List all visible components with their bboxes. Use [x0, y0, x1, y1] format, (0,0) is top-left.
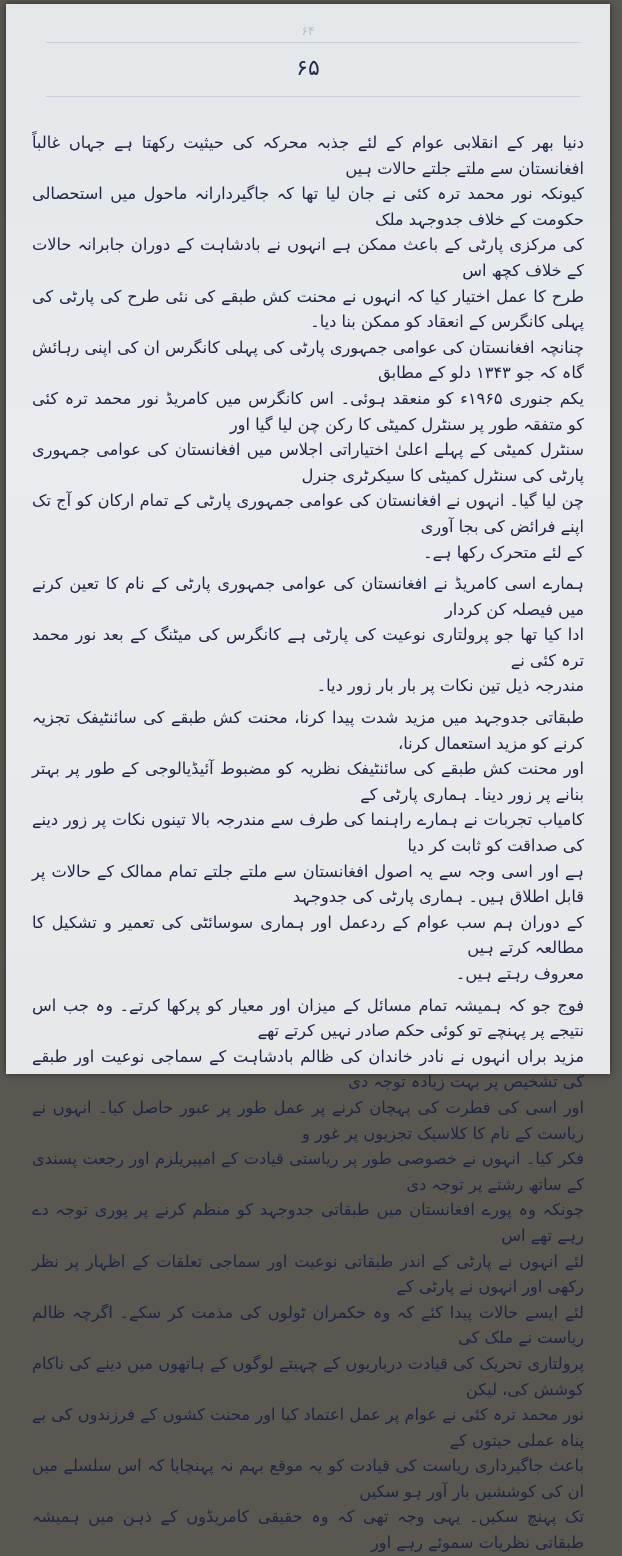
paragraph: ہمارے اسی کامریڈ نے افغانستان کی عوامی جمہوری پارٹی کے نام کا تعین کرنے میں فیصلہ کن کردار ادا کیا تھا جو پرولتاری نوعیت کی پارٹی ہے کانگرس کی میٹنگ کے بعد نور محمد ترہ کئی نے مندرجہ ذیل تین نکات پر بار بار زور دیا۔ — [32, 574, 584, 696]
bleed-line — [46, 96, 580, 97]
body-text — [32, 130, 584, 1553]
paragraph: فوج جو کہ ہمیشہ تمام مسائل کے میزان اور معیار کو پرکھا کرتے۔ وہ جب اس نتیجے پر پہنچے تو کوئی حکم صادر نہیں کرتے تھے مزید براں انہوں نے نادر خاندان کی ظالم بادشاہت کے سماجی نوعیت اور طبقے کی تشخیص پر بہت زیادہ توجہ دی اور اسی کی فطرت کی پہچان کرنے پر عمل طور پر عبور حاصل کیا۔ انہوں نے ریاست کے نام کا کلاسیک تجزیوں پر غور و فکر کیا۔ انہوں نے خصوصی طور پر ریاستی قیادت کے امپیریلزم اور رجعت پسندی کے ساتھ رشتے پر توجہ دی چونکہ وہ پورے افغانستان میں طبقاتی جدوجہد کو منظم کرنے پر پوری توجہ دے رہے تھے اس لئے انہوں نے پارٹی کے اندر طبقاتی نوعیت اور سماجی تعلقات کے اظہار پر نظر رکھی اور انہوں نے پارٹی کے لئے ایسے حالات پیدا کئے کہ وہ حکمران ٹولوں کی مذمت کر سکے۔ اگرچہ ظالم ریاست نے ملک کی پرولتاری تحریک کی قیادت درباریوں کے چہیتے لوگوں کے ہاتھوں میں دینے کی ناکام کوشش کی، لیکن نور محمد ترہ کئی نے عوام پر عمل اعتماد کیا اور محنت کشوں کے فرزندوں کی بے پناہ عملی جیتوں کے باعث جاگیرداری ریاست کی قیادت کو یہ موقع بہم نہ پہنچایا کہ اس سلسلے میں ان کی کوششیں بار آور ہو سکیں تک پہنچ سکیں۔ یہی وجہ تھی کہ وہ حقیقی کامریڈوں کے ذہن میں ہمیشہ طبقاتی نظریات سموئے رہے اور — [32, 995, 584, 1553]
top-bleed-through: ۶۴ — [301, 24, 315, 38]
paragraph: طبقاتی جدوجہد میں مزید شدت پیدا کرنا، محنت کش طبقے کی سائنٹیفک تجزیہ کرنے کو مزید استعمال کرنا، اور محنت کش طبقے کی سائنٹیفک نظریہ کو مضبوط آئیڈیالوجی کے طور پر بہتر بنانے پر زور دینا۔ ہماری پارٹی کے کامیاب تجربات نے ہمارے راہنما کی طرف سے مندرجہ بالا تینوں نکات پر زور دینے کی صداقت کو ثابت کر دیا ہے اور اسی وجہ سے یہ اصول افغانستان سے ملتے جلتے تمام ممالک کے حالات پر قابل اطلاق ہیں۔ ہماری پارٹی کی جدوجہد کے دوران ہم سب عوام کے ردعمل اور ہماری سوسائٹی کی تعمیر و تشکیل کا مطالعہ کرتے ہیں معروف رہتے ہیں۔ — [32, 708, 584, 983]
document-page — [6, 4, 610, 1553]
page-number: ۶۵ — [296, 56, 320, 81]
paragraph: دنیا بھر کے انقلابی عوام کے لئے جذبہ محرکہ کی حیثیت رکھتا ہے جہاں غالباً افغانستان سے ملتے جلتے حالات ہیں کیونکہ نور محمد ترہ کئی نے جان لیا تھا کہ جاگیردارانہ ماحول میں استحصالی حکومت کے خلاف جدوجہد ملک کی مرکزی پارٹی کے باعث ممکن ہے انہوں نے بادشاہت کے دوران جابرانہ حالات کے خلاف کچھ اس طرح کا عمل اختیار کیا کہ انہوں نے محنت کش طبقے کی نئی طرح کی پارٹی کی پہلی کانگرس کے انعقاد کو ممکن بنا دیا۔ چنانچہ افغانستان کی عوامی جمہوری پارٹی کی پہلی کانگرس ان کی اپنی رہائش گاہ کہ جو ۱۳۴۳ دلو کے مطابق یکم جنوری ۱۹۶۵ء کو منعقد ہوئی۔ اس کانگرس میں کامریڈ نور محمد ترہ کئی کو متفقہ طور پر سنٹرل کمیٹی کا رکن چن لیا گیا اور سنٹرل کمیٹی کے پہلے اعلیٰ اختیاراتی اجلاس میں افغانستان کی عوامی جمہوری پارٹی کی سنٹرل کمیٹی کا سیکرٹری جنرل چن لیا گیا۔ انہوں نے افغانستان کی عوامی جمہوری پارٹی کے تمام ارکان کو آج تک اپنے فرائض کی بجا آوری کے لئے متحرک رکھا ہے۔ — [32, 133, 584, 562]
bleed-line — [46, 42, 580, 43]
